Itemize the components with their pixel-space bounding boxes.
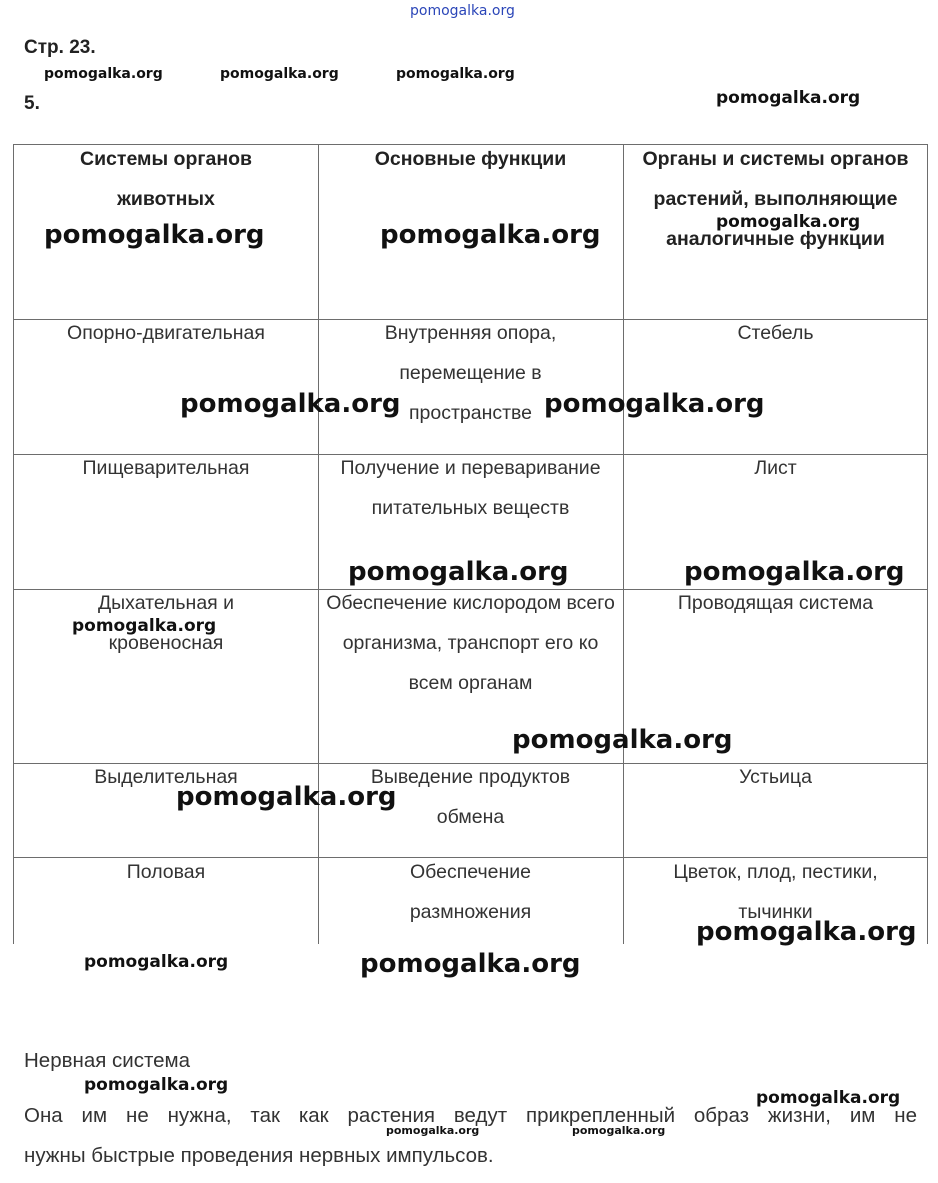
table-cell: Пищеварительная <box>82 457 250 479</box>
table-border <box>927 144 928 944</box>
page-label: Стр. 23. <box>24 37 96 58</box>
table-border <box>13 144 14 944</box>
watermark-text: pomogalka.org <box>396 66 515 82</box>
watermark-text: pomogalka.org <box>84 952 229 972</box>
table-cell: Внутренняя опора, перемещение в пространстве <box>384 322 557 424</box>
table-cell: Выделительная <box>94 766 238 788</box>
table-cell: Получение и переваривание питательных веществ <box>340 457 601 519</box>
watermark-text: pomogalka.org <box>176 782 397 812</box>
watermark-text: pomogalka.org <box>544 389 765 419</box>
table-cell: Опорно-двигательная <box>67 322 265 344</box>
watermark-text: pomogalka.org <box>684 557 905 587</box>
table-cell: Устьица <box>739 766 812 788</box>
table-header-plant-organs: Органы и системы органов растений, выполняющие аналогичные функции <box>642 148 909 250</box>
site-watermark-link[interactable]: pomogalka.org <box>410 3 515 19</box>
table-cell: Обеспечение размножения <box>409 861 532 923</box>
watermark-text: pomogalka.org <box>84 1075 229 1095</box>
watermark-text: pomogalka.org <box>512 725 733 755</box>
watermark-text: pomogalka.org <box>716 212 861 232</box>
table-cell: Дыхательная и кровеносная <box>97 592 235 654</box>
table-cell: Проводящая система <box>677 592 874 614</box>
watermark-text: pomogalka.org <box>44 220 265 250</box>
watermark-text: pomogalka.org <box>44 66 163 82</box>
watermark-text: pomogalka.org <box>72 616 217 636</box>
watermark-text: pomogalka.org <box>380 220 601 250</box>
watermark-text: pomogalka.org <box>716 88 861 108</box>
answer-title: Нервная система <box>24 1049 191 1072</box>
watermark-text: pomogalka.org <box>180 389 401 419</box>
table-header-functions: Основные функции <box>374 148 567 170</box>
table-cell: Цветок, плод, пестики, тычинки <box>673 861 878 923</box>
table-cell: Лист <box>754 457 797 479</box>
watermark-text: pomogalka.org <box>220 66 339 82</box>
watermark-text: pomogalka.org <box>360 949 581 979</box>
watermark-text: pomogalka.org <box>756 1088 901 1108</box>
answer-text-line: нужны быстрые проведения нервных импульсов. <box>24 1144 494 1167</box>
watermark-text: pomogalka.org <box>572 1124 666 1137</box>
table-cell: Стебель <box>737 322 814 344</box>
table-cell: Выведение продуктов обмена <box>370 766 571 828</box>
watermark-text: pomogalka.org <box>386 1124 480 1137</box>
table-cell: Обеспечение кислородом всего организма, транспорт его ко всем органам <box>326 592 615 694</box>
table-border <box>318 144 319 944</box>
table-header-animal-systems: Системы органов животных <box>79 148 252 210</box>
watermark-text: pomogalka.org <box>696 917 917 947</box>
watermark-text: pomogalka.org <box>348 557 569 587</box>
answer-text-line: Она им не нужна, так как растения ведут прикрепленный образ жизни, им не <box>24 1104 917 1127</box>
table-cell: Половая <box>126 861 206 883</box>
table-border <box>623 144 624 944</box>
task-number: 5. <box>24 93 40 114</box>
